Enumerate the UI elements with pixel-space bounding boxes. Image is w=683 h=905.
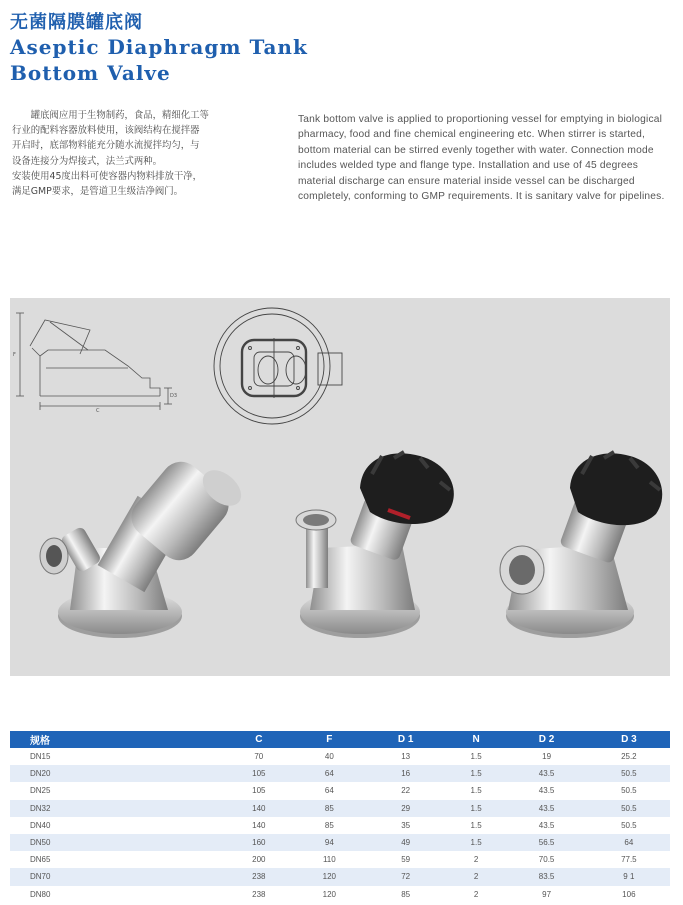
table-cell: 72	[365, 868, 447, 885]
table-cell: 50.5	[621, 820, 637, 830]
table-cell: 70	[254, 752, 264, 762]
description-chinese	[12, 108, 252, 199]
table-row	[10, 748, 670, 765]
table-cell: DN20	[10, 765, 224, 782]
table-cell: DN50	[10, 834, 224, 851]
table-row	[10, 765, 670, 782]
table-row	[10, 868, 670, 885]
title-chinese: 无菌隔膜罐底阀	[10, 12, 143, 33]
table-cell: 160	[224, 834, 295, 851]
table-cell: 1.5	[470, 752, 482, 762]
table-row	[10, 834, 670, 851]
table-row	[10, 886, 670, 903]
table-cell: 105	[224, 765, 295, 782]
table-cell: 43.5	[505, 765, 587, 782]
table-row	[10, 817, 670, 834]
title-english-line-2: Bottom Valve	[10, 61, 171, 85]
table-cell: 77.5	[621, 855, 637, 865]
table-header-row	[10, 731, 670, 748]
description-english: Tank bottom valve is applied to proportioning vessel for emptying in biological pharmacy, food and fine chemical engineering etc. When stirrer is started, bottom material can be stirred evenly together with water. Connection mode includes welded type and flange type. Installation and use of 45 degrees material discharge can ensure material inside vessel can be discharged completely, conforming to GMP requirements. It is sanitary valve for pipelines.	[298, 114, 665, 203]
label-c: C	[96, 408, 100, 414]
header-cell: D 3	[588, 731, 670, 748]
table-cell: 1.5	[470, 820, 482, 830]
desc-zh-line: 安装使用45度出料可使容器内物料排放干净，	[12, 170, 203, 182]
table-cell: 238	[252, 889, 266, 899]
header-cell: F	[294, 731, 365, 748]
header-cell: D 1	[365, 731, 447, 748]
top-view-drawing	[214, 308, 342, 424]
table-cell: DN32	[10, 800, 224, 817]
product-illustration	[10, 298, 670, 676]
pneumatic-valve-photo	[40, 454, 248, 638]
desc-zh-line: 满足GMP要求，是管道卫生级洁净阀门。	[12, 186, 184, 198]
table-cell: 43.5	[505, 800, 587, 817]
table-cell: 13	[401, 752, 411, 762]
table-cell: 9 1	[588, 868, 670, 885]
table-cell: 25.2	[621, 752, 637, 762]
title-english-line-1: Aseptic Diaphragm Tank	[10, 35, 308, 59]
header-cell: C	[224, 731, 295, 748]
table-cell: 50.5	[588, 765, 670, 782]
table-cell: 70.5	[538, 855, 555, 865]
table-cell: 200	[252, 855, 266, 865]
table-cell: DN65	[30, 855, 51, 865]
desc-zh-line: 开启时，底部物料能充分随水流搅拌均匀，与	[12, 140, 200, 152]
table-cell: 85	[324, 820, 334, 830]
table-cell: 106	[622, 889, 636, 899]
desc-zh-line: 罐底阀应用于生物制药，食品，精细化工等	[30, 110, 209, 121]
table-cell: 85	[401, 889, 411, 899]
table-cell: 1.5	[447, 800, 506, 817]
table-row	[10, 851, 670, 868]
table-cell: 83.5	[505, 868, 587, 885]
table-cell: 59	[401, 855, 411, 865]
title-english	[10, 34, 308, 86]
table-cell: 105	[252, 786, 266, 796]
manual-valve-photo-1	[296, 452, 454, 638]
table-cell: DN25	[30, 786, 51, 796]
table-cell: 94	[294, 834, 365, 851]
table-cell: 64	[588, 834, 670, 851]
table-cell: 85	[294, 800, 365, 817]
table-cell: 35	[401, 820, 411, 830]
table-row	[10, 782, 670, 799]
manual-valve-photo-2	[500, 452, 662, 638]
header-cell: 规格	[10, 731, 224, 748]
label-d3: D3	[170, 393, 178, 399]
table-cell: 140	[224, 800, 295, 817]
label-f: F	[13, 352, 16, 358]
desc-zh-line: 设备连接分为焊接式，法兰式两种。	[12, 155, 163, 167]
table-cell: 1.5	[470, 786, 482, 796]
product-image-panel	[10, 298, 670, 676]
table-cell: 19	[542, 752, 552, 762]
table-cell: 43.5	[538, 786, 555, 796]
specification-table	[10, 731, 670, 903]
table-cell: 1.5	[447, 834, 506, 851]
table-cell: 2	[473, 889, 479, 899]
table-cell: 64	[294, 765, 365, 782]
table-cell: 22	[401, 786, 411, 796]
table-cell: 64	[324, 786, 334, 796]
table-cell: 1.5	[447, 765, 506, 782]
table-cell: 97	[542, 889, 552, 899]
table-cell: DN80	[30, 889, 51, 899]
table-row	[10, 800, 670, 817]
table-cell: 49	[365, 834, 447, 851]
table-cell: DN70	[10, 868, 224, 885]
table-cell: 120	[294, 868, 365, 885]
table-cell: 50.5	[588, 800, 670, 817]
table-cell: 56.5	[505, 834, 587, 851]
table-cell: 238	[224, 868, 295, 885]
header-cell: D 2	[505, 731, 587, 748]
table-cell: 40	[324, 752, 334, 762]
table-cell: 2	[473, 855, 479, 865]
desc-zh-line: 行业的配料容器放料使用，该阀结构在搅拌器	[12, 125, 200, 137]
table-cell: 140	[252, 820, 266, 830]
table-cell: DN15	[30, 752, 51, 762]
table-cell: 110	[322, 855, 336, 865]
side-view-drawing	[16, 313, 172, 410]
table-cell: 50.5	[621, 786, 637, 796]
table-cell: 120	[322, 889, 337, 899]
header-cell: N	[447, 731, 506, 748]
table-cell: DN40	[30, 820, 51, 830]
table-cell: 2	[447, 868, 506, 885]
table-cell: 29	[365, 800, 447, 817]
table-cell: 16	[365, 765, 447, 782]
table-cell: 43.5	[538, 820, 555, 830]
